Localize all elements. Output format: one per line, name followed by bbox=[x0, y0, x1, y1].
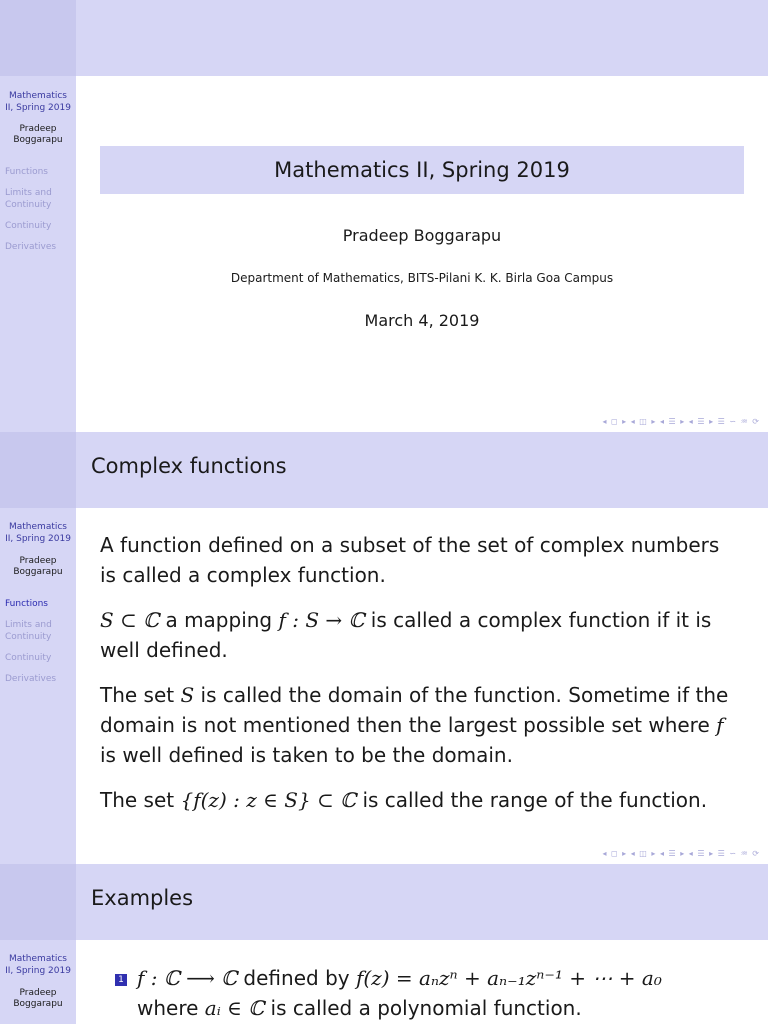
paragraph-domain: The set S is called the domain of the function. Sometime if the domain is not mentioned then the largest possible set where f is well defined is taken to be the domain. bbox=[100, 683, 729, 767]
sidebar-item-limits[interactable]: Limits and Continuity bbox=[5, 188, 52, 210]
beamer-navigation-icons[interactable]: ◂ ◻ ▸ ◂ ◫ ▸ ◂ ☰ ▸ ◂ ☰ ▸ ☰ ∽ ♒ ⟳ bbox=[602, 417, 760, 426]
sidebar-author: Pradeep Boggarapu bbox=[13, 988, 63, 1009]
paragraph-mapping: S ⊂ ℂ a mapping f : S → ℂ is called a complex function if it is well defined. bbox=[100, 608, 712, 662]
sidebar-top bbox=[0, 864, 76, 940]
sidebar-title[interactable]: Mathematics II, Spring 2019 bbox=[5, 91, 71, 113]
beamer-navigation-icons[interactable]: ◂ ◻ ▸ ◂ ◫ ▸ ◂ ☰ ▸ ◂ ☰ ▸ ☰ ∽ ♒ ⟳ bbox=[602, 849, 760, 858]
slide-body bbox=[100, 530, 740, 815]
presentation-date: March 4, 2019 bbox=[364, 311, 480, 330]
frame-title: Complex functions bbox=[91, 454, 287, 478]
presentation-institute: Department of Mathematics, BITS-Pilani K. K. Birla Goa Campus bbox=[230, 271, 614, 285]
sidebar-item-continuity[interactable]: Continuity bbox=[5, 221, 52, 231]
sidebar-top bbox=[0, 0, 76, 76]
list-item: 1 f : ℂ ⟶ ℂ defined by f(z) = aₙzⁿ + aₙ₋₁zⁿ⁻¹ + ⋯ + a₀ bbox=[115, 963, 745, 993]
sidebar-author: Pradeep Boggarapu bbox=[13, 556, 63, 577]
enumeration-badge: 1 bbox=[115, 974, 127, 986]
sidebar-nav bbox=[5, 166, 73, 262]
sidebar-item-limits[interactable]: Limits and Continuity bbox=[5, 620, 52, 642]
title-slide bbox=[0, 0, 768, 432]
sidebar-item-derivatives[interactable]: Derivatives bbox=[5, 242, 57, 252]
sidebar-top bbox=[0, 432, 76, 508]
header-bar bbox=[76, 0, 768, 76]
sidebar-item-continuity[interactable]: Continuity bbox=[5, 653, 52, 663]
paragraph-definition: A function defined on a subset of the set of complex numbers is called a complex function. bbox=[100, 533, 720, 587]
sidebar-item-derivatives[interactable]: Derivatives bbox=[5, 674, 57, 684]
presentation-author: Pradeep Boggarapu bbox=[342, 226, 502, 245]
sidebar-item-functions[interactable]: Functions bbox=[5, 167, 48, 177]
complex-functions-slide bbox=[0, 432, 768, 864]
sidebar-item-functions[interactable]: Functions bbox=[5, 599, 48, 609]
list-item-continuation: where aᵢ ∈ ℂ is called a polynomial function. bbox=[137, 996, 582, 1020]
sidebar-title[interactable]: Mathematics II, Spring 2019 bbox=[5, 954, 71, 976]
presentation-title: Mathematics II, Spring 2019 bbox=[100, 146, 744, 194]
examples-list bbox=[115, 963, 745, 1023]
sidebar-nav bbox=[5, 598, 73, 694]
sidebar-author: Pradeep Boggarapu bbox=[13, 124, 63, 145]
examples-slide bbox=[0, 864, 768, 1024]
frame-title: Examples bbox=[91, 886, 194, 910]
sidebar-title[interactable]: Mathematics II, Spring 2019 bbox=[5, 522, 71, 544]
paragraph-range: The set {f(z) : z ∈ S} ⊂ ℂ is called the range of the function. bbox=[100, 788, 708, 812]
